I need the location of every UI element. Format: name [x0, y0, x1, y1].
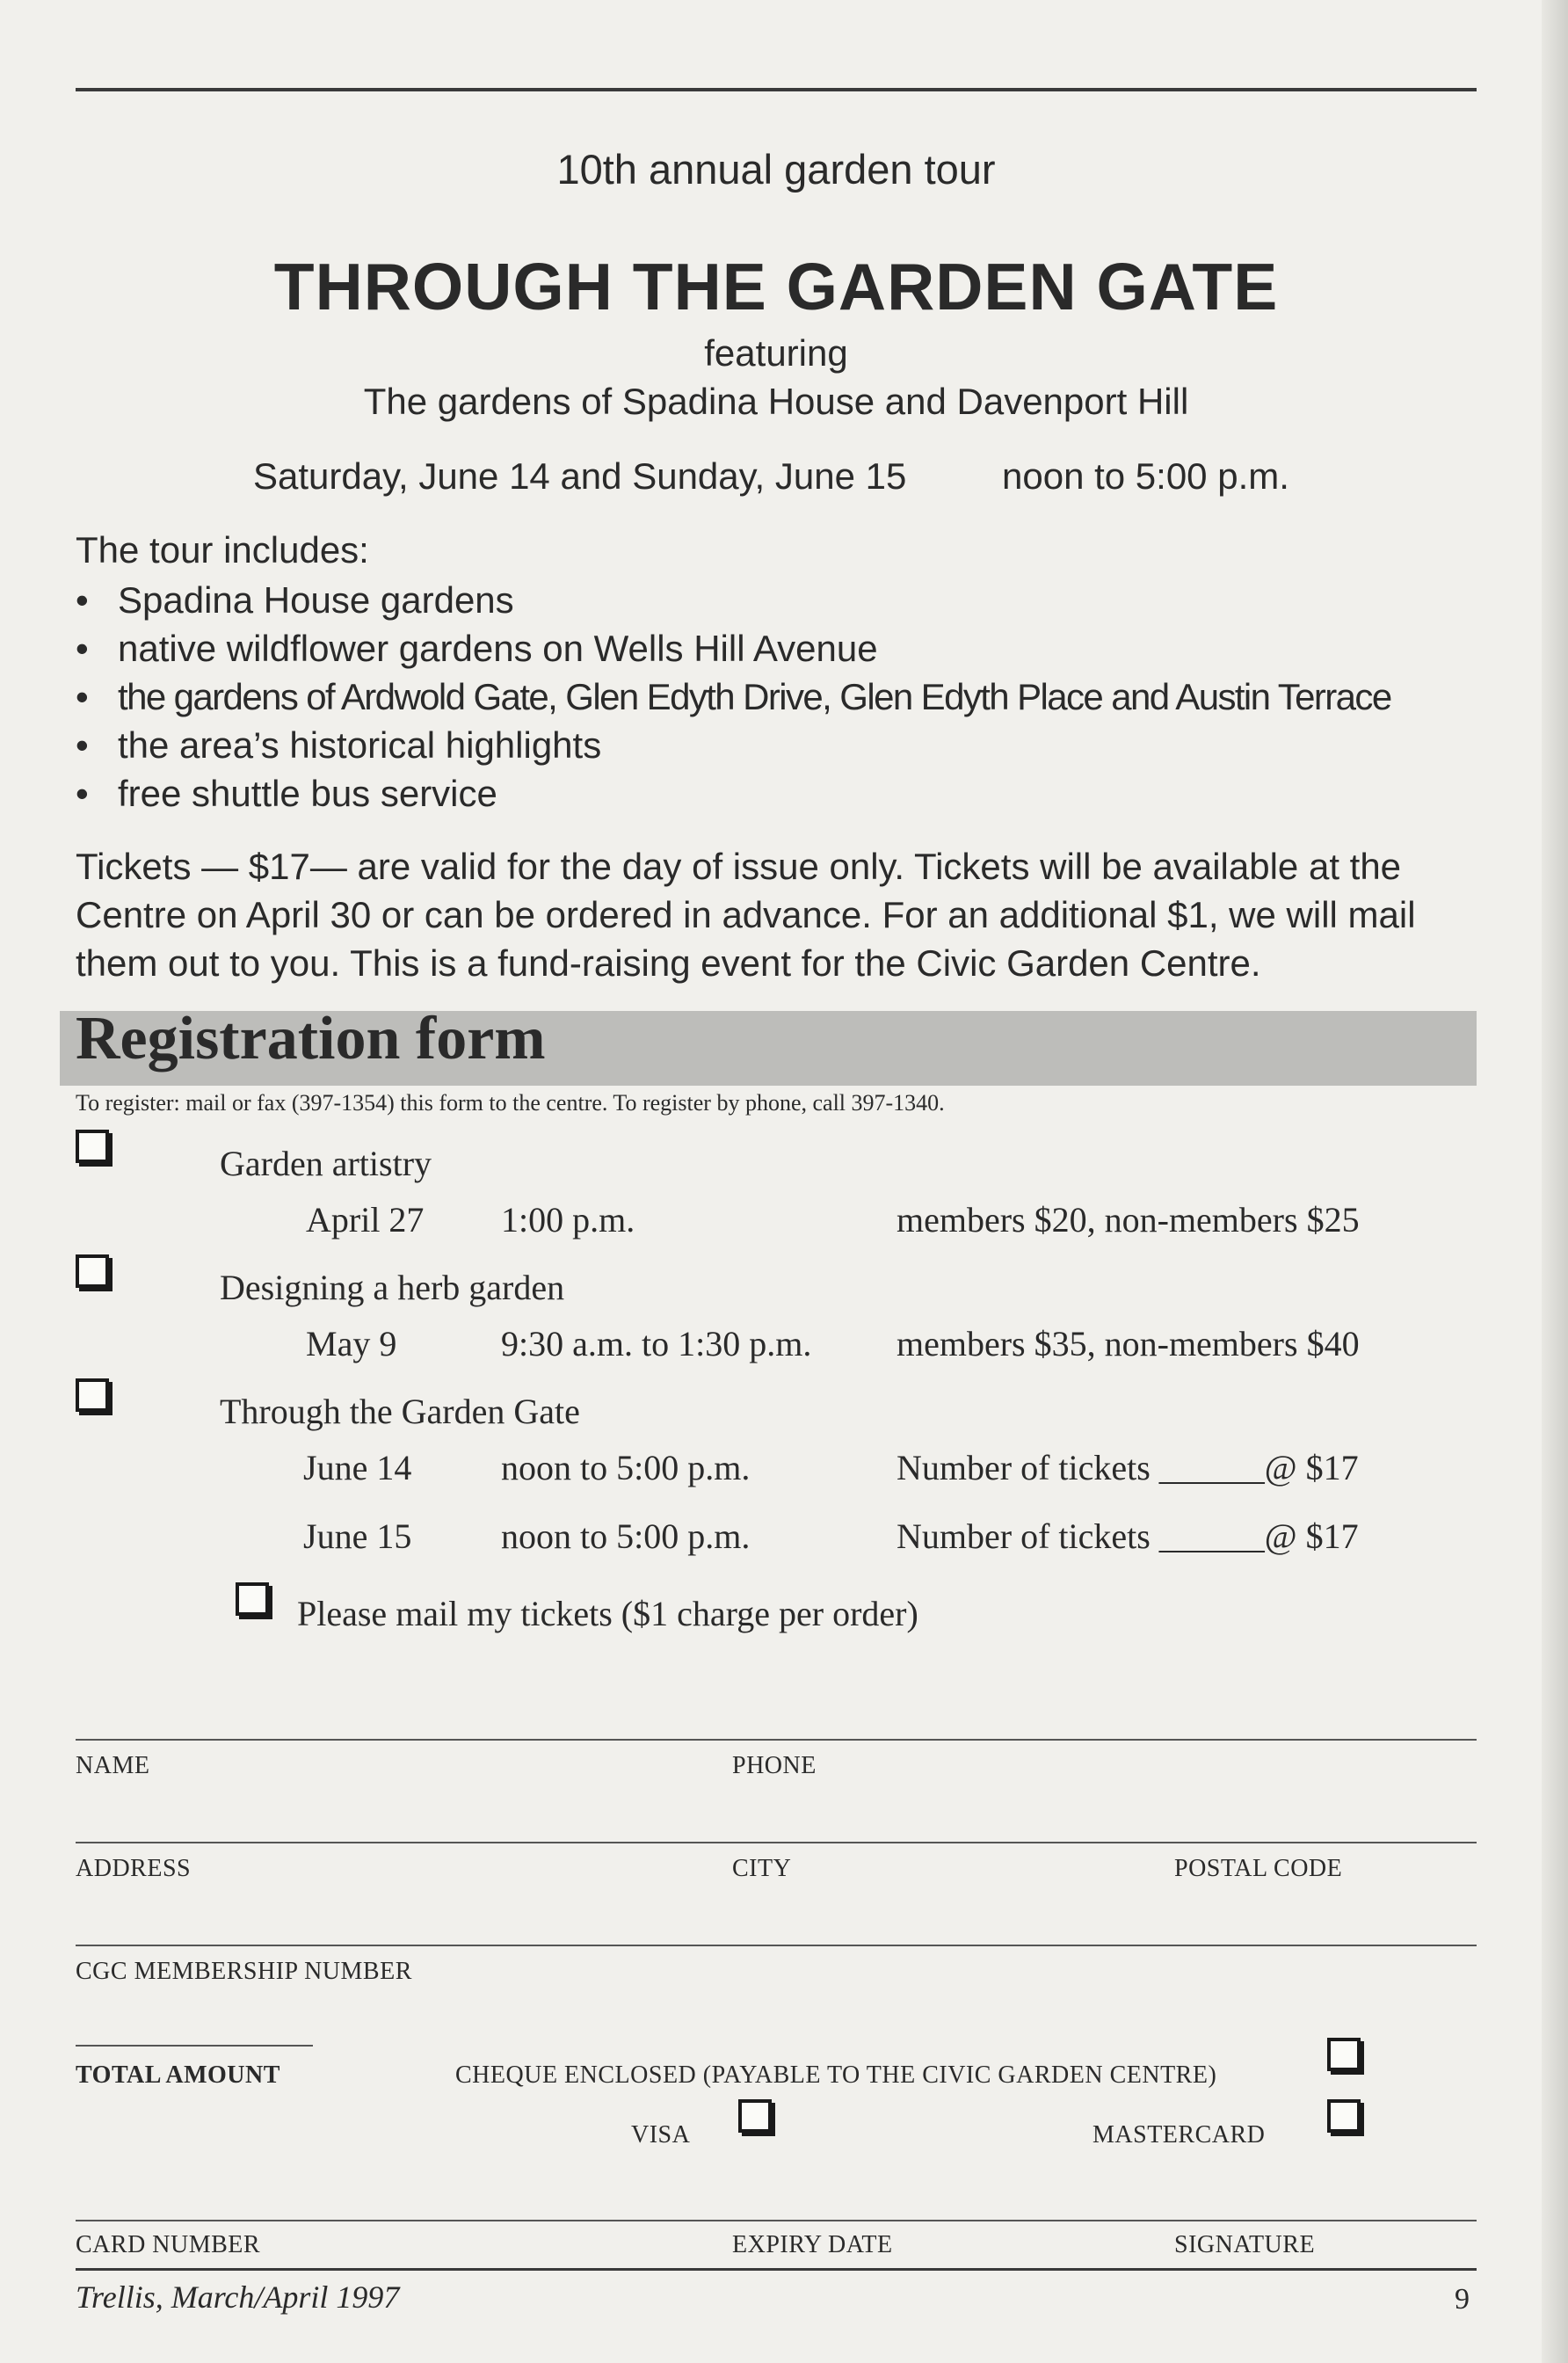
tour-intro: The tour includes:	[76, 529, 369, 571]
session-price: members $35, non-members $40	[897, 1324, 1360, 1363]
session-date: June 14	[303, 1448, 412, 1487]
ticket-quantity-field[interactable]: Number of tickets ______@ $17	[897, 1448, 1359, 1487]
tickets-paragraph	[76, 842, 1482, 987]
registration-title: Registration form	[76, 1005, 546, 1072]
course-name: Designing a herb garden	[220, 1268, 565, 1307]
featuring-label: featuring	[704, 332, 848, 374]
checkbox-visa[interactable]	[738, 2099, 772, 2133]
session-time: 9:30 a.m. to 1:30 p.m.	[501, 1324, 812, 1363]
address-label: ADDRESS	[76, 1855, 192, 1882]
divider	[76, 1739, 1477, 1741]
list-item: • the gardens of Ardwold Gate, Glen Edyth Drive, Glen Edyth Place and Austin Terrace	[76, 673, 1391, 721]
phone-label: PHONE	[732, 1752, 817, 1779]
total-field-line[interactable]	[76, 2220, 1477, 2221]
page-edge-shadow	[1542, 0, 1568, 2363]
total-amount-label: TOTAL AMOUNT	[76, 2061, 280, 2089]
checkbox-mail-tickets[interactable]	[236, 1582, 269, 1616]
tickets-line: Centre on April 30 or can be ordered in advance. For an additional $1, we will mail	[76, 894, 1416, 935]
ticket-quantity-field[interactable]: Number of tickets ______@ $17	[897, 1516, 1359, 1556]
checkbox-mastercard[interactable]	[1327, 2099, 1361, 2133]
tickets-line: Tickets — $17— are valid for the day of issue only. Tickets will be available at the	[76, 846, 1402, 887]
visa-label: VISA	[631, 2121, 691, 2149]
cheque-label: CHEQUE ENCLOSED (PAYABLE TO THE CIVIC GARDEN CENTRE)	[455, 2061, 1217, 2089]
course-name: Garden artistry	[220, 1144, 432, 1183]
name-label: NAME	[76, 1752, 150, 1779]
session-date: June 15	[303, 1516, 412, 1556]
list-item: • native wildflower gardens on Wells Hill Avenue	[76, 624, 1391, 673]
membership-label: CGC MEMBERSHIP NUMBER	[76, 1958, 412, 1985]
session-time: noon to 5:00 p.m.	[501, 1448, 751, 1487]
tickets-line: them out to you. This is a fund-raising event for the Civic Garden Centre.	[76, 942, 1261, 984]
name-phone-field-line[interactable]	[76, 1842, 1477, 1843]
address-field-line[interactable]	[76, 1945, 1477, 1946]
event-title: THROUGH THE GARDEN GATE	[273, 250, 1279, 324]
checkbox-garden-gate[interactable]	[76, 1378, 109, 1412]
session-date: May 9	[306, 1324, 397, 1363]
footer-rule	[76, 2268, 1477, 2271]
session-time: 1:00 p.m.	[501, 1200, 635, 1240]
checkbox-herb-garden[interactable]	[76, 1254, 109, 1288]
list-item: • the area’s historical highlights	[76, 721, 1391, 769]
event-dates: Saturday, June 14 and Sunday, June 15	[253, 455, 907, 497]
expiry-date-label: EXPIRY DATE	[732, 2231, 893, 2258]
membership-field-line[interactable]	[76, 2045, 313, 2047]
list-item: • Spadina House gardens	[76, 576, 1391, 624]
signature-label: SIGNATURE	[1174, 2231, 1316, 2258]
page-number: 9	[1455, 2283, 1470, 2316]
venues-text: The gardens of Spadina House and Davenport Hill	[363, 381, 1189, 422]
card-number-label: CARD NUMBER	[76, 2231, 261, 2258]
checkbox-cheque[interactable]	[1327, 2038, 1361, 2071]
mastercard-label: MASTERCARD	[1093, 2121, 1266, 2149]
session-price: members $20, non-members $25	[897, 1200, 1360, 1240]
postal-code-label: POSTAL CODE	[1174, 1855, 1343, 1882]
mail-option-label: Please mail my tickets ($1 charge per order)	[297, 1594, 918, 1633]
course-name: Through the Garden Gate	[220, 1392, 580, 1431]
session-time: noon to 5:00 p.m.	[501, 1516, 751, 1556]
tour-list	[76, 576, 1391, 818]
city-label: CITY	[732, 1855, 792, 1882]
checkbox-garden-artistry[interactable]	[76, 1130, 109, 1163]
event-subtitle: 10th annual garden tour	[556, 146, 996, 193]
session-date: April 27	[306, 1200, 425, 1240]
publication-footer: Trellis, March/April 1997	[76, 2279, 400, 2315]
event-hours: noon to 5:00 p.m.	[1002, 455, 1289, 497]
top-rule	[76, 88, 1477, 91]
list-item: • free shuttle bus service	[76, 769, 1391, 818]
registration-instructions: To register: mail or fax (397-1354) this form to the centre. To register by phone, call 397-1340.	[76, 1090, 945, 1116]
